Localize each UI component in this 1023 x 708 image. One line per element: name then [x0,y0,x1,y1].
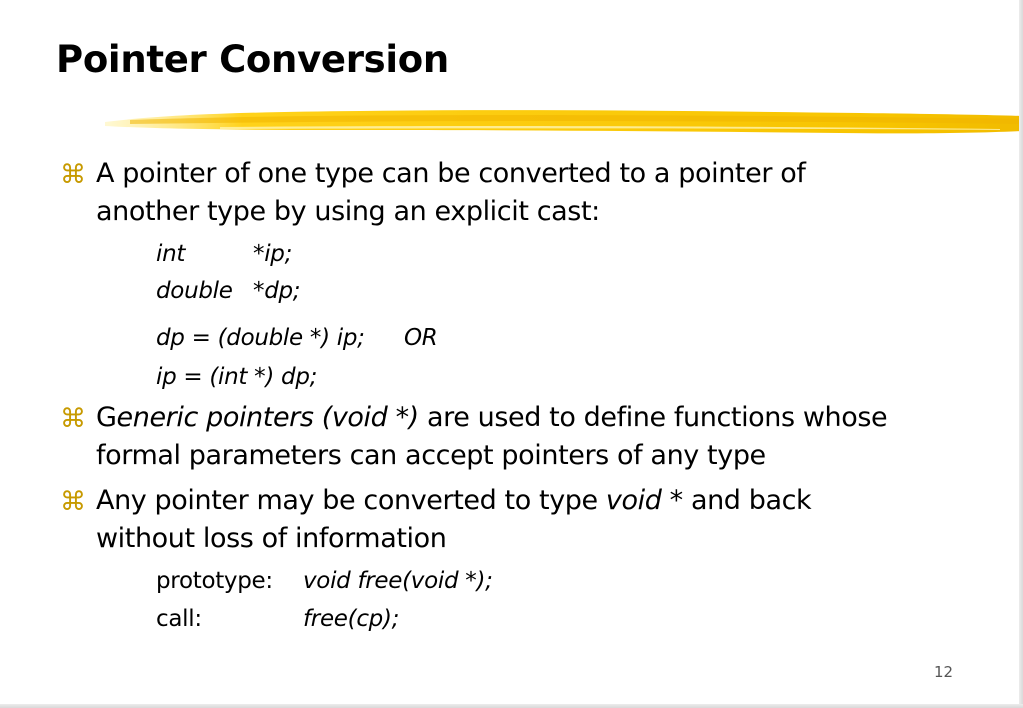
highlighter-stroke [100,100,1023,140]
code-decl-1-var: *ip; [253,241,293,267]
code-stmt-2: ip = (int *) dp; [156,364,318,390]
bullet-3-line-2: without loss of information [96,523,447,554]
z-bullet-icon: ⌘ [60,487,86,517]
code-proto-label: prototype: [156,568,273,594]
bullet-3-rest: and back [690,485,812,516]
code-stmt-1: dp = (double *) ip; [156,325,365,351]
bullet-1-line-1: A pointer of one type can be converted to a pointer of [96,158,806,189]
bullet-3-line-1 [96,482,811,520]
slide-title: Pointer Conversion [56,38,449,81]
bullet-1-line-2: another type by using an explicit cast: [96,196,600,227]
slide-bottom-shadow [0,704,1023,708]
z-bullet-icon: ⌘ [60,160,86,190]
code-call-label: call: [156,606,202,632]
code-proto-value: void free(void *); [303,568,493,594]
z-bullet-icon: ⌘ [60,404,86,434]
bullet-2-line-1 [96,399,887,437]
bullet-2-rest: are used to define functions whose [427,402,888,433]
code-decl-2-type: double [156,278,233,304]
bullet-3-prefix: Any pointer may be converted to type [96,485,598,516]
code-decl-2-var: *dp; [253,278,301,304]
code-call-value: free(cp); [303,606,400,632]
bullet-2-italic: eneric pointers (void *) [116,402,419,433]
bullet-3-italic: void * [605,485,683,516]
bullet-2-line-2: formal parameters can accept pointers of any type [96,440,766,471]
code-stmt-1-or: OR [404,325,438,351]
code-decl-1-type: int [156,241,186,267]
bullet-2-prefix: G [96,402,117,433]
slide-edge-shadow [1019,0,1023,708]
page-number: 12 [934,663,954,681]
